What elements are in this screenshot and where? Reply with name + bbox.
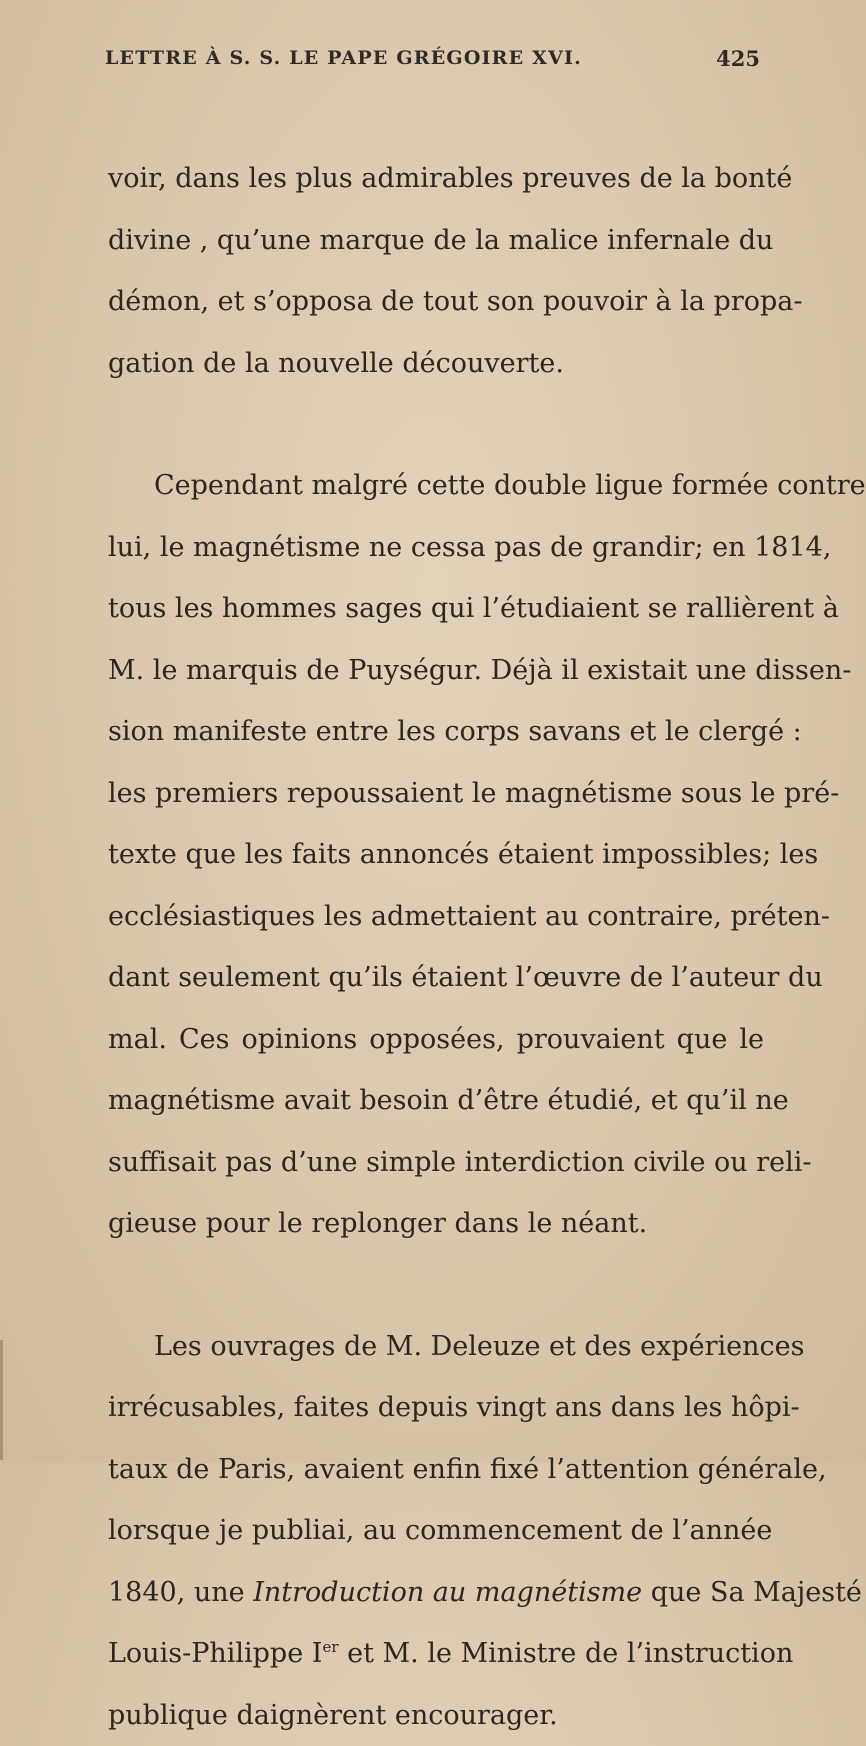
running-title: LETTRE À S. S. LE PAPE GRÉGOIRE XVI. <box>105 47 582 69</box>
text-line: ecclésiastiques les admettaient au contraire, préten- <box>108 886 764 948</box>
text-line: publique daignèrent encourager. <box>108 1685 764 1746</box>
text-line: divine , qu’une marque de la malice infernale du <box>108 210 764 272</box>
text-line: démon, et s’opposa de tout son pouvoir à la propa- <box>108 271 764 333</box>
text-line: magnétisme avait besoin d’être étudié, et qu’il ne <box>108 1070 764 1132</box>
text-line: taux de Paris, avaient enfin fixé l’attention générale, <box>108 1439 764 1501</box>
text-line: tous les hommes sages qui l’étudiaient se rallièrent à <box>108 578 764 640</box>
paragraph-gap <box>108 1255 764 1316</box>
text-line: gation de la nouvelle découverte. <box>108 333 764 395</box>
text-fragment: 1840, une <box>108 1577 253 1608</box>
text-line: dant seulement qu’ils étaient l’œuvre de l’auteur du <box>108 947 764 1009</box>
book-title: Introduction au magnétisme <box>253 1577 642 1608</box>
page-number: 425 <box>716 46 760 71</box>
text-line: M. le marquis de Puységur. Déjà il existait une dissen- <box>108 640 764 702</box>
page-edge-shadow <box>0 1340 3 1460</box>
running-head <box>105 38 760 78</box>
text-line: sion manifeste entre les corps savans et le clergé : <box>108 701 764 763</box>
text-line: suffisait pas d’une simple interdiction civile ou reli- <box>108 1132 764 1194</box>
text-line: irrécusables, faites depuis vingt ans dans les hôpi- <box>108 1377 764 1439</box>
text-line: les premiers repoussaient le magnétisme sous le pré- <box>108 763 764 825</box>
paragraph-3 <box>108 1316 764 1746</box>
text-line: Cependant malgré cette double ligue formée contre <box>108 455 764 517</box>
text-line: lui, le magnétisme ne cessa pas de grandir; en 1814, <box>108 517 764 579</box>
text-line: texte que les faits annoncés étaient impossibles; les <box>108 824 764 886</box>
body-text <box>108 148 764 1746</box>
paragraph-2 <box>108 455 764 1255</box>
text-line: mal. Ces opinions opposées, prouvaient que le <box>108 1009 764 1071</box>
text-line-with-superscript <box>108 1623 764 1685</box>
ordinal-superscript: er <box>322 1638 338 1656</box>
text-line: voir, dans les plus admirables preuves de la bonté <box>108 148 764 210</box>
text-line: lorsque je publiai, au commencement de l’année <box>108 1500 764 1562</box>
text-line: Les ouvrages de M. Deleuze et des expériences <box>108 1316 764 1378</box>
text-fragment: que Sa Majesté <box>642 1577 862 1608</box>
paragraph-gap <box>108 394 764 455</box>
paragraph-1 <box>108 148 764 394</box>
text-fragment: Louis-Philippe I <box>108 1638 322 1669</box>
text-fragment: et M. le Ministre de l’instruction <box>339 1638 794 1669</box>
text-line: gieuse pour le replonger dans le néant. <box>108 1193 764 1255</box>
text-line-with-title <box>108 1562 764 1624</box>
